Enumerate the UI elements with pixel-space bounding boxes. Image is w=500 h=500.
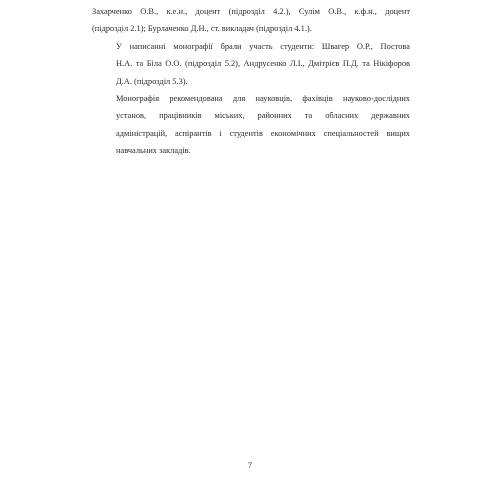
body-text [92, 3, 410, 160]
paragraph-recommendation [92, 90, 410, 160]
text-line: (підрозділ 2.1); Бурлаченко Д.Н., ст. викладач (підрозділ 4.1.). [92, 24, 312, 34]
text-line: установ, працівників міських, районних та обласних державних [116, 111, 410, 121]
text-line: Н.А. та Біла О.О. (підрозділ 5.2), Андрусенко Л.І., Дмітрієв П.Д. та Нікіфоров [116, 59, 410, 69]
text-line: Захарченко О.В., к.е.н., доцент (підрозділ 4.2.), Сулім О.В., к.ф.н., доцент [92, 7, 410, 16]
paragraph-authors-continued [92, 3, 410, 38]
text-line: адміністрацій, аспірантів і студентів економічних спеціальностей вищих [116, 128, 410, 138]
text-line: Монографія рекомендована для науковців, фахівців науково-дослідних [116, 94, 410, 104]
text-line: У написанні монографії брали участь студенти: Швагер О.Р., Постова [116, 41, 410, 51]
paragraph-student-contributors [92, 38, 410, 90]
text-line: навчальних закладів. [116, 146, 191, 156]
text-line: Д.А. (підрозділ 5.3). [116, 76, 188, 86]
page-number: 7 [248, 461, 252, 470]
